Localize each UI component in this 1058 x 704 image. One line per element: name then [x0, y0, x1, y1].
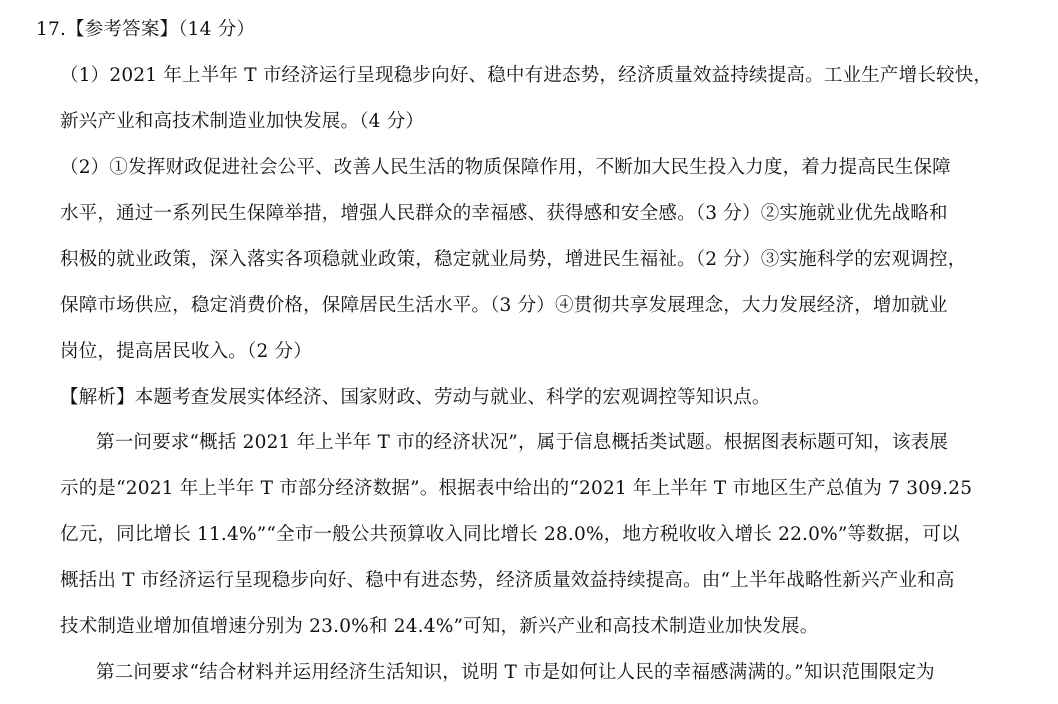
analysis-paragraph-2-line-1: 第二问要求“结合材料并运用经济生活知识，说明 T 市是如何让人民的幸福感满满的。”知识范围限定为 [96, 662, 935, 683]
answer-part-1-line-2: 新兴产业和高技术制造业加快发展。（4 分） [60, 111, 425, 132]
question-answer-heading: 17.【参考答案】（14 分） [36, 19, 256, 40]
analysis-paragraph-1-line-3: 亿元，同比增长 11.4%”“全市一般公共预算收入同比增长 28.0%，地方税收收入增长 22.0%”等数据，可以 [60, 524, 960, 545]
answer-part-2-line-1: （2）①发挥财政促进社会公平、改善人民生活的物质保障作用，不断加大民生投入力度，着力提高民生保障 [60, 157, 951, 178]
analysis-heading-line: 【解析】本题考查发展实体经济、国家财政、劳动与就业、科学的宏观调控等知识点。 [60, 387, 771, 408]
analysis-paragraph-1-line-4: 概括出 T 市经济运行呈现稳步向好、稳中有进态势，经济质量效益持续提高。由“上半年战略性新兴产业和高 [60, 570, 955, 591]
answer-part-2-line-3: 积极的就业政策，深入落实各项稳就业政策，稳定就业局势，增进民生福祉。（2 分）③实施科学的宏观调控， [60, 249, 967, 270]
answer-part-1-line-1: （1）2021 年上半年 T 市经济运行呈现稳步向好、稳中有进态势，经济质量效益持续提高。工业生产增长较快， [60, 65, 993, 86]
analysis-paragraph-1-line-5: 技术制造业增加值增速分别为 23.0%和 24.4%”可知，新兴产业和高技术制造业加快发展。 [60, 616, 819, 637]
answer-part-2-line-4: 保障市场供应，稳定消费价格，保障居民生活水平。（3 分）④贯彻共享发展理念，大力发展经济，增加就业 [60, 295, 948, 316]
analysis-paragraph-1-line-2: 示的是“2021 年上半年 T 市部分经济数据”。根据表中给出的“2021 年上半年 T 市地区生产总值为 7 309.25 [60, 478, 973, 499]
analysis-paragraph-1-line-1: 第一问要求“概括 2021 年上半年 T 市的经济状况”，属于信息概括类试题。根据图表标题可知，该表展 [96, 432, 949, 453]
answer-part-2-line-5: 岗位，提高居民收入。（2 分） [60, 341, 312, 362]
answer-part-2-line-2: 水平，通过一系列民生保障举措，增强人民群众的幸福感、获得感和安全感。（3 分）②实施就业优先战略和 [60, 203, 948, 224]
